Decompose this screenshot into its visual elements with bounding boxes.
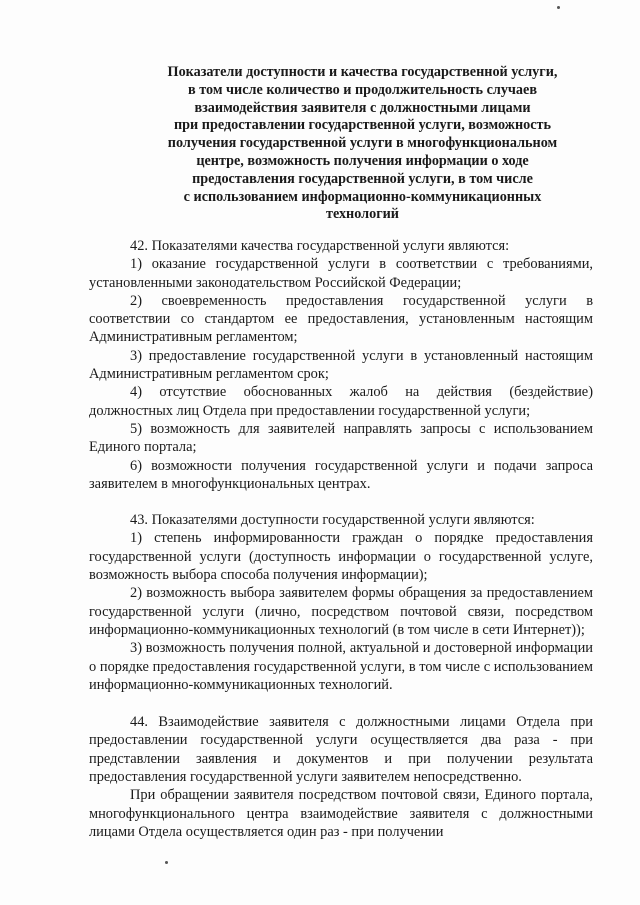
- section-43-item: 2) возможность выбора заявителем формы обращения за предоставлением государственной услуги (лично, посредством почтовой связи, посредством информационно-коммуникационных технологий (в том числе в сети Интернет));: [89, 585, 593, 638]
- title-line: технологий: [325, 206, 399, 223]
- title-line: центре, возможность получения информации о ходе: [196, 152, 529, 169]
- scan-speck: [165, 861, 168, 864]
- section-44-paragraph: 44. Взаимодействие заявителя с должностными лицами Отдела при предоставлении государственной услуги осуществляется два раза - при представлении заявления и документов и при получении результата предоставления государственной услуги заявителем непосредственно.: [89, 714, 593, 786]
- title-line: Показатели доступности и качества государственной услуги,: [167, 64, 558, 80]
- section-43-item: 1) степень информированности граждан о порядке предоставления государственной услуги (доступность информации о государственной услуге, возможность выбора способа получения информации);: [89, 530, 593, 584]
- section-43-item: 3) возможность получения полной, актуальной и достоверной информации о порядке предоставления государственной услуги, в том числе с использованием информационно-коммуникационных технологий.: [89, 640, 593, 693]
- section-42-item: 6) возможности получения государственной услуги и подачи запроса заявителем в многофункциональных центрах.: [89, 457, 593, 492]
- title-line: получения государственной услуги в многофункциональном: [167, 135, 558, 152]
- title-line: в том числе количество и продолжительность случаев: [188, 81, 537, 98]
- title-line: предоставления государственной услуги, в том числе: [192, 170, 533, 187]
- title-line: взаимодействия заявителя с должностными лицами: [194, 99, 531, 116]
- section-42-item: 4) отсутствие обоснованных жалоб на действия (бездействие) должностных лиц Отдела при предоставлении государственной услуги;: [89, 384, 593, 419]
- section-42-item: 5) возможность для заявителей направлять запросы с использованием Единого портала;: [89, 420, 593, 456]
- document-body: [89, 237, 593, 841]
- section-42-item: 2) своевременность предоставления государственной услуги в соответствии со стандартом ее предоставления, установленным настоящим Административным регламентом;: [89, 292, 593, 346]
- section-42-heading: 42. Показателями качества государственной услуги являются:: [130, 238, 510, 254]
- section-42-item: 1) оказание государственной услуги в соответствии с требованиями, установленными законодательством Российской Федерации;: [89, 256, 593, 291]
- section-43-heading: 43. Показателями доступности государственной услуги являются:: [130, 512, 535, 529]
- title-line: при предоставлении государственной услуги, возможность: [173, 117, 552, 134]
- section-title: [130, 64, 595, 224]
- scan-speck: [557, 6, 560, 9]
- section-44-paragraph: При обращении заявителя посредством почтовой связи, Единого портала, многофункционального центра взаимодействие заявителя с должностными лицами Отдела осуществляется один раз - при получении: [89, 787, 593, 840]
- title-line: с использованием информационно-коммуникационных: [183, 188, 542, 205]
- section-42-item: 3) предоставление государственной услуги в установленный настоящим Административным регламентом срок;: [89, 347, 593, 383]
